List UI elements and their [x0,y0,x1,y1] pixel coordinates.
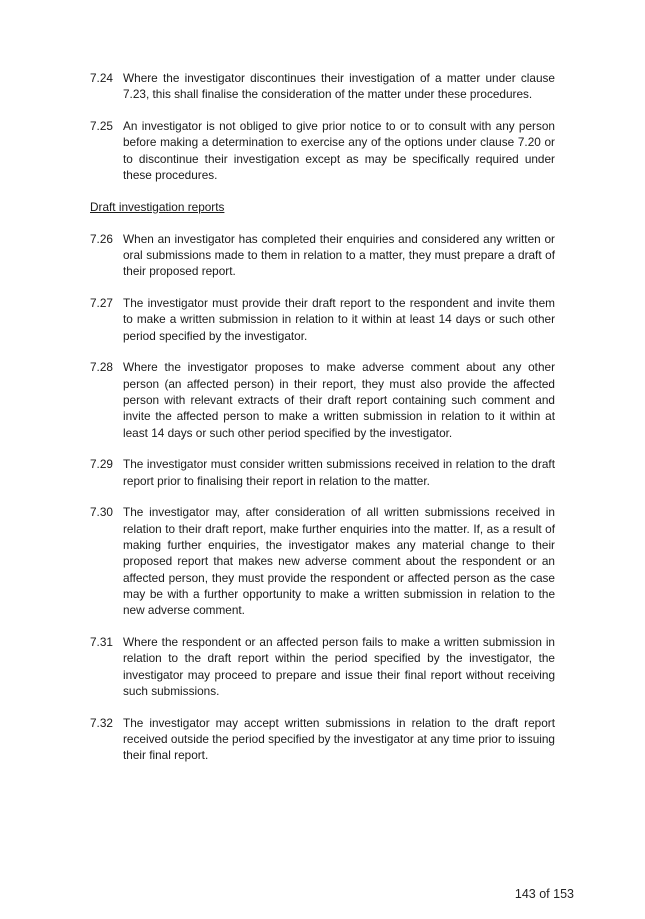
clause-text: An investigator is not obliged to give prior notice to or to consult with any person before making a determination to exercise any of the options under clause 7.20 or to discontinue their investigation except as may be specifically required under these procedures. [123,119,555,182]
clause-7-27 [90,295,555,344]
clause-number: 7.32 [90,715,113,730]
clause-text: Where the respondent or an affected person fails to make a written submission in relation to the draft report within the period specified by the investigator, the investigator may proceed to prepare and issue their final report without receiving such submissions. [123,635,555,698]
clause-7-32 [90,715,555,764]
clause-number: 7.29 [90,457,113,472]
clause-text: The investigator may, after consideration of all written submissions received in relation to their draft report, make further enquiries into the matter. If, as a result of making further enquiries, the investigator makes any material change to their proposed report that makes new adverse comment about the respondent or an affected person, they must provide the respondent or affected person as the case may be with a further opportunity to make a written submission in relation to the new adverse comment. [123,505,555,618]
clause-text: Where the investigator proposes to make adverse comment about any other person (an affected person) in their report, they must also provide the affected person with relevant extracts of their draft report containing such comment and invite the affected person to make a written submission in relation to it within at least 14 days or such other period specified by the investigator. [123,360,555,440]
clause-text: When an investigator has completed their enquiries and considered any written or oral submissions made to them in relation to a matter, they must prepare a draft of their proposed report. [123,231,555,279]
clause-number: 7.30 [90,505,113,520]
clause-number: 7.27 [90,295,113,310]
clause-number: 7.25 [90,119,113,134]
clause-number: 7.28 [90,360,113,375]
page-number: 143 of 153 [514,887,574,901]
section-heading: Draft investigation reports [90,199,225,214]
clause-text: The investigator must consider written submissions received in relation to the draft report prior to finalising their report in relation to the matter. [123,457,555,488]
clause-text: The investigator may accept written submissions in relation to the draft report received outside the period specified by the investigator at any time prior to issuing their final report. [123,715,555,763]
clause-7-30 [90,504,555,618]
clause-7-28 [90,359,555,440]
clause-7-31 [90,634,555,699]
clause-number: 7.24 [90,71,113,85]
clause-text: Where the investigator discontinues their investigation of a matter under clause 7.23, this shall finalise the consideration of the matter under these procedures. [123,71,555,102]
clause-number: 7.31 [90,635,113,650]
clause-7-25 [90,118,555,183]
clause-number: 7.26 [90,231,113,246]
clause-7-24 [90,70,555,103]
clause-text: The investigator must provide their draft report to the respondent and invite them to make a written submission in relation to it within at least 14 days or such other period specified by the investigator. [123,295,555,343]
document-body [90,70,555,779]
clause-7-26 [90,231,555,280]
clause-7-29 [90,456,555,489]
